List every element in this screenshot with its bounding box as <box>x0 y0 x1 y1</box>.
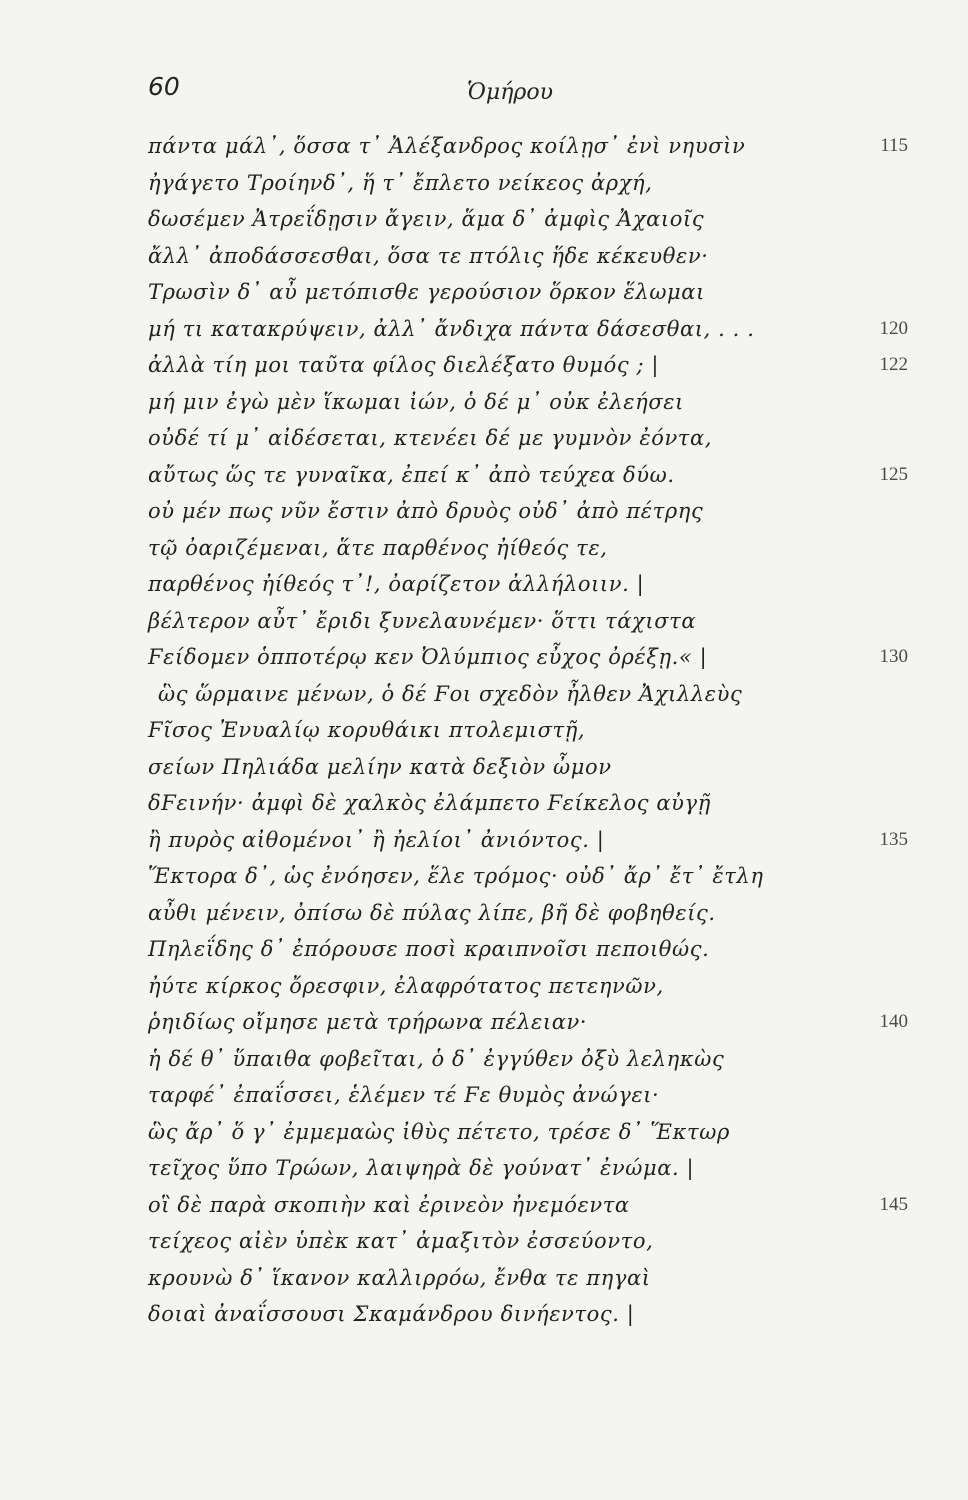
verse-text: αὔτως ὥς τε γυναῖκα, ἐπεί κ᾽ ἀπὸ τεύχεα δύω. <box>148 462 675 487</box>
verse-line <box>148 1223 908 1260</box>
verse-text: Ϝείδομεν ὁπποτέρῳ κεν Ὀλύμπιος εὖχος ὀρέξῃ.« | <box>148 645 708 669</box>
verse-line <box>148 858 908 895</box>
line-number: 145 <box>879 1193 908 1215</box>
verse-line <box>148 785 908 822</box>
verse-text: οὐδέ τί μ᾽ αἰδέσεται, κτενέει δέ με γυμνὸν ἐόντα, <box>148 426 713 450</box>
verse-line <box>148 420 908 457</box>
line-number: 140 <box>879 1011 908 1032</box>
verse-text: ῥηιδίως οἴμησε μετὰ τρήρωνα πέλειαν· <box>148 1010 588 1034</box>
verse-text: παρθένος ἠίθεός τ᾽!, ὀαρίζετον ἀλλήλοιιν. | <box>148 572 645 596</box>
verse-line <box>148 493 908 530</box>
verse-text: ἄλλ᾽ ἀποδάσσεσθαι, ὅσα τε πτόλις ἥδε κέκευθεν· <box>148 243 709 268</box>
line-number: 120 <box>879 317 908 339</box>
verse-line <box>148 165 908 202</box>
verse-line <box>148 1041 908 1078</box>
verse-line <box>148 238 908 275</box>
verse-line <box>148 676 908 713</box>
verse-text: ὣς ὥρμαινε μένων, ὁ δέ Ϝοι σχεδὸν ἦλθεν Ἀχιλλεὺς <box>158 681 743 706</box>
verse-text: μή τι κατακρύψειν, ἀλλ᾽ ἄνδιχα πάντα δάσεσθαι, . . . <box>148 316 755 341</box>
verse-text: τῷ ὀαριζέμεναι, ἅτε παρθένος ἠίθεός τε, <box>148 535 608 560</box>
verse-text: αὖθι μένειν, ὀπίσω δὲ πύλας λίπε, βῆ δὲ φοβηθείς. <box>148 900 716 925</box>
verse-line <box>148 1150 908 1187</box>
verse-text: δωσέμεν Ἀτρεΐδῃσιν ἄγειν, ἅμα δ᾽ ἀμφὶς Ἀχαιοῖς <box>148 207 705 231</box>
verse-line <box>148 347 908 384</box>
verse-line <box>148 1004 908 1041</box>
verse-line <box>148 968 908 1005</box>
line-number: 130 <box>879 646 908 667</box>
verse-text: δϜεινήν· ἀμφὶ δὲ χαλκὸς ἐλάμπετο Ϝείκελος αὐγῇ <box>148 791 711 815</box>
verse-text: πάντα μάλ᾽, ὅσσα τ᾽ Ἀλέξανδρος κοίλῃσ᾽ ἐνὶ νηυσὶν <box>148 134 746 158</box>
verse-text-block <box>148 128 908 1333</box>
verse-text: Ϝῖσος Ἐνυαλίῳ κορυθάικι πτολεμιστῇ, <box>148 718 586 742</box>
verse-line <box>148 712 908 749</box>
line-number: 135 <box>879 828 908 850</box>
verse-text: οἳ δὲ παρὰ σκοπιὴν καὶ ἐρινεὸν ἠνεμόεντα <box>148 1192 630 1217</box>
verse-line <box>148 1260 908 1297</box>
verse-text: ἡ δέ θ᾽ ὕπαιθα φοβεῖται, ὁ δ᾽ ἐγγύθεν ὀξὺ λεληκὼς <box>148 1046 725 1071</box>
verse-line <box>148 566 908 603</box>
verse-text: ὣς ἄρ᾽ ὅ γ᾽ ἐμμεμαὼς ἰθὺς πέτετο, τρέσε δ᾽ Ἕκτωρ <box>148 1119 730 1144</box>
line-number: 115 <box>880 135 908 156</box>
line-number: 122 <box>879 354 908 375</box>
verse-text: οὐ μέν πως νῦν ἔστιν ἀπὸ δρυὸς οὐδ᾽ ἀπὸ πέτρης <box>148 499 704 523</box>
verse-line <box>148 311 908 348</box>
line-number: 125 <box>879 463 908 485</box>
verse-text: ἢ πυρὸς αἰθομένοι᾽ ἢ ἠελίοι᾽ ἀνιόντος. | <box>148 827 605 852</box>
verse-text: ταρφέ᾽ ἐπαΐσσει, ἑλέμεν τέ Ϝε θυμὸς ἀνώγει· <box>148 1083 660 1107</box>
verse-text: βέλτερον αὖτ᾽ ἔριδι ξυνελαυνέμεν· ὅττι τάχιστα <box>148 608 697 633</box>
verse-line <box>148 530 908 567</box>
verse-text: τείχεος αἰὲν ὑπὲκ κατ᾽ ἀμαξιτὸν ἐσσεύοντο, <box>148 1229 654 1253</box>
verse-line <box>148 457 908 494</box>
verse-line <box>148 201 908 238</box>
verse-line <box>148 1187 908 1224</box>
verse-line <box>148 603 908 640</box>
verse-line <box>148 895 908 932</box>
verse-line <box>148 1296 908 1333</box>
verse-text: Πηλεΐδης δ᾽ ἐπόρουσε ποσὶ κραιπνοῖσι πεποιθώς. <box>148 937 710 961</box>
verse-line <box>148 384 908 421</box>
verse-line <box>148 1114 908 1151</box>
verse-text: ἠγάγετο Τροίηνδ᾽, ἥ τ᾽ ἔπλετο νείκεος ἀρχή, <box>148 170 653 195</box>
verse-text: κρουνὼ δ᾽ ἵκανον καλλιρρόω, ἔνθα τε πηγαὶ <box>148 1265 651 1290</box>
verse-text: τεῖχος ὕπο Τρώων, λαιψηρὰ δὲ γούνατ᾽ ἐνώμα. | <box>148 1156 695 1180</box>
verse-line <box>148 639 908 676</box>
verse-line <box>148 931 908 968</box>
verse-text: σείων Πηλιάδα μελίην κατὰ δεξιὸν ὦμον <box>148 754 612 779</box>
verse-text: ἀλλὰ τίη μοι ταῦτα φίλος διελέξατο θυμός ; | <box>148 353 660 377</box>
verse-text: Τρωσὶν δ᾽ αὖ μετόπισθε γερούσιον ὅρκον ἕλωμαι <box>148 280 705 304</box>
running-head: Ὁμήρου <box>467 80 553 105</box>
verse-line <box>148 749 908 786</box>
page-number: 60 <box>148 72 180 101</box>
verse-text: δοιαὶ ἀναΐσσουσι Σκαμάνδρου δινήεντος. | <box>148 1302 635 1326</box>
verse-line <box>148 128 908 165</box>
verse-line <box>148 822 908 859</box>
verse-line <box>148 274 908 311</box>
verse-line <box>148 1077 908 1114</box>
verse-text: ἠύτε κίρκος ὄρεσφιν, ἐλαφρότατος πετεηνῶν, <box>148 973 664 998</box>
verse-text: μή μιν ἐγὼ μὲν ἵκωμαι ἰών, ὁ δέ μ᾽ οὐκ ἐλεήσει <box>148 389 684 414</box>
page-header <box>0 72 968 112</box>
verse-text: Ἕκτορα δ᾽, ὡς ἐνόησεν, ἕλε τρόμος· οὐδ᾽ ἄρ᾽ ἔτ᾽ ἔτλη <box>148 864 764 888</box>
